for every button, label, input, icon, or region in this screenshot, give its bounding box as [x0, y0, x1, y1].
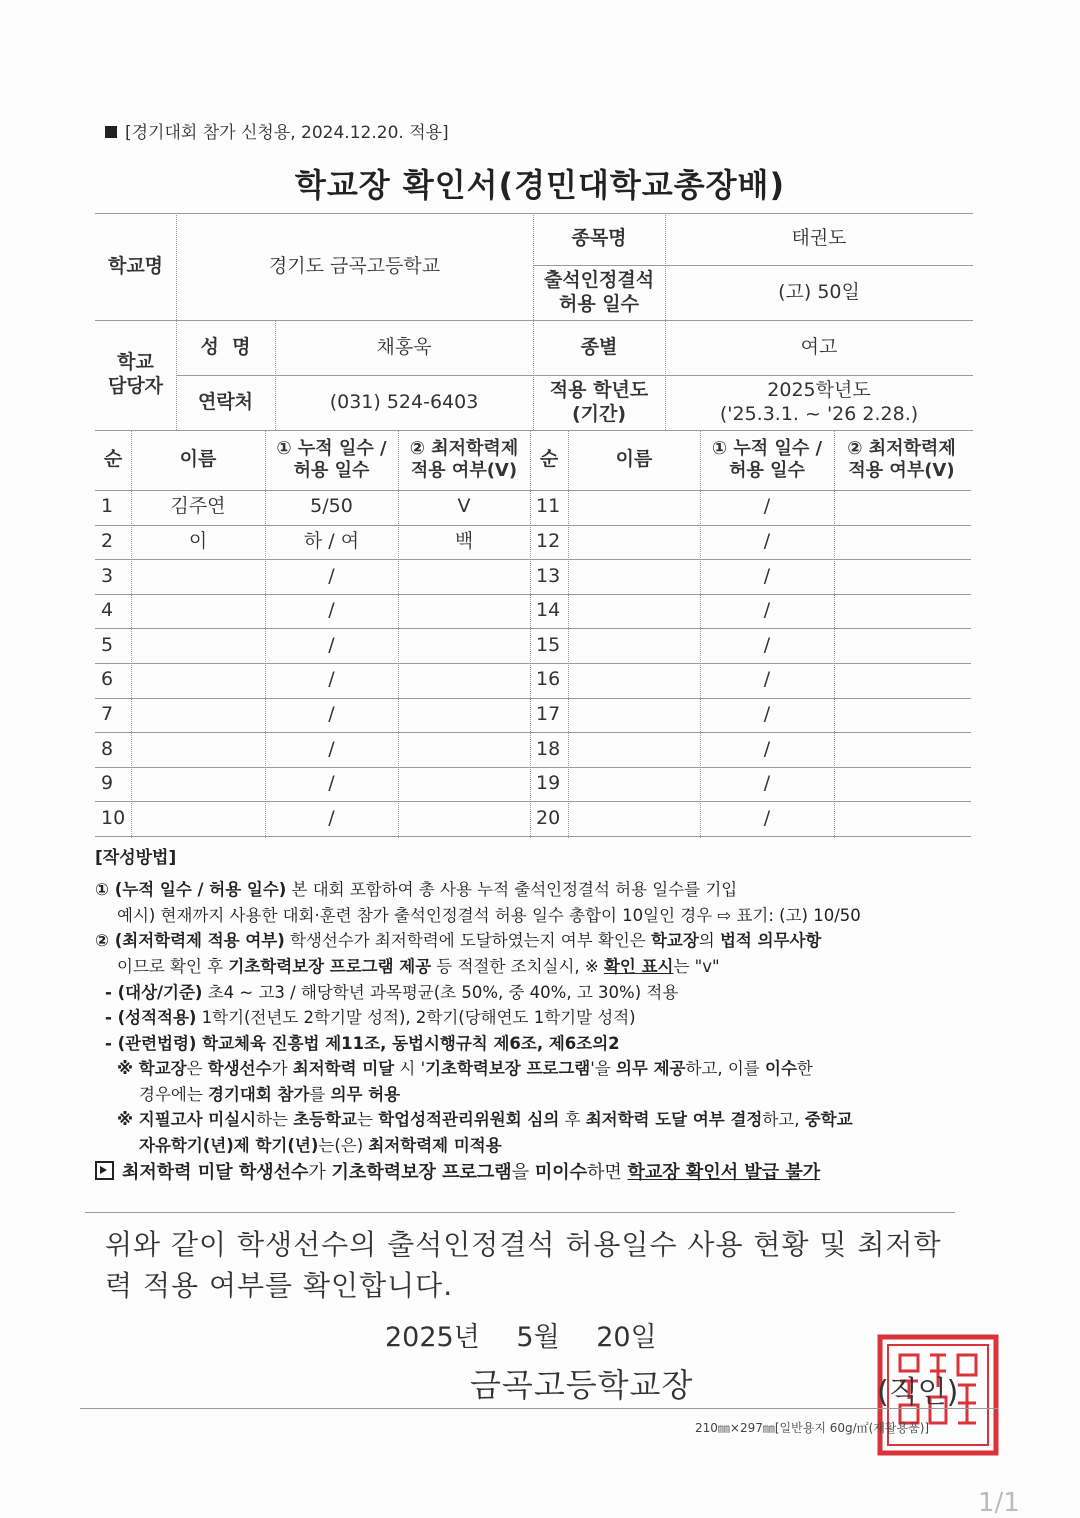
applied-year-period: ('25.3.1. ~ '26 2.28.)	[719, 402, 919, 425]
row-right-no: 18	[536, 737, 561, 760]
row-right-applied	[834, 525, 969, 560]
col-days-right: ① 누적 일수 / 허용 일수	[711, 437, 823, 481]
allowed-days-label: 출석인정결석 허용 일수	[543, 268, 655, 315]
row-right-days: /	[763, 737, 771, 760]
row-left-no: 2	[101, 530, 114, 553]
page-number: 1/1	[978, 1488, 1020, 1518]
col-applied-left: ② 최저학력제 적용 여부(V)	[409, 437, 519, 481]
row-left-days: /	[328, 737, 335, 760]
school-name-label: 학교명	[107, 254, 164, 277]
row-left-no: 1	[101, 495, 114, 518]
row-right-applied	[834, 767, 969, 802]
row-right-name	[568, 594, 700, 629]
row-right-name	[568, 525, 700, 560]
applied-year-value: 2025학년도	[767, 378, 871, 401]
row-left-days: /	[328, 668, 335, 691]
sport-label: 종목명	[571, 227, 627, 250]
row-left-days: 하 / 여	[303, 530, 360, 553]
row-right-applied	[834, 490, 969, 525]
row-left-applied	[398, 559, 530, 594]
row-left-no: 8	[101, 737, 114, 760]
row-right-days: /	[763, 806, 771, 829]
writing-guide	[95, 845, 975, 1186]
row-left-name: 김주연	[170, 495, 226, 518]
row-left-name	[131, 698, 265, 733]
row-left-no: 4	[101, 599, 114, 622]
row-left-applied: 백	[454, 530, 474, 553]
row-right-name	[568, 801, 700, 836]
row-left-name: 이	[188, 530, 208, 553]
col-name-left: 이름	[179, 448, 217, 471]
row-left-days: /	[328, 564, 335, 587]
applied-year-cell	[665, 375, 973, 430]
row-right-name	[568, 767, 700, 802]
contact-value: (031) 524-6403	[329, 390, 479, 413]
row-left-no: 9	[101, 772, 114, 795]
guide-heading: [작성방법]	[95, 848, 177, 868]
row-left-applied	[398, 732, 530, 767]
manager-name-value: 채홍욱	[376, 335, 432, 358]
row-right-days: /	[763, 668, 771, 691]
row-right-name	[568, 663, 700, 698]
allowed-days-value: (고) 50일	[778, 280, 860, 303]
row-right-days: /	[763, 530, 771, 553]
row-left-days: /	[328, 772, 335, 795]
header-note-text: [경기대회 참가 신청용, 2024.12.20. 적용]	[125, 123, 449, 143]
table-rule	[95, 836, 971, 837]
contact-label: 연락처	[197, 390, 254, 413]
seal-label: (직인)	[877, 1375, 959, 1410]
row-left-applied	[398, 767, 530, 802]
row-right-no: 15	[536, 633, 561, 656]
row-left-days: 5/50	[310, 495, 353, 518]
row-left-days: /	[328, 806, 335, 829]
row-left-applied	[398, 594, 530, 629]
guide-note-2: ※ 지필고사 미실시하는 초등학교는 학업성적관리위원회 심의 후 최저학력 도달 여부 결정하고, 중학교	[117, 1110, 853, 1130]
guide-bullet-3: - (관련법령) 학교체육 진흥법 제11조, 동법시행규칙 제6조, 제6조의2	[105, 1033, 620, 1053]
col-no-right: 순	[539, 448, 559, 471]
row-left-no: 6	[101, 668, 114, 691]
row-left-no: 10	[101, 806, 126, 829]
row-right-name	[568, 732, 700, 767]
date-day: 20일	[596, 1322, 657, 1353]
guide-item-1: ① (누적 일수 / 허용 일수) 본 대회 포함하여 총 사용 누적 출석인정결석 허용 일수를 기입	[95, 880, 738, 900]
principal-title: 금곡고등학교장	[470, 1366, 694, 1404]
col-days-left: ① 누적 일수 / 허용 일수	[276, 437, 387, 481]
applied-year-label: 적용 학년도 (기간)	[549, 378, 649, 425]
row-right-no: 14	[536, 599, 561, 622]
row-right-no: 13	[536, 564, 561, 587]
paper-spec: 210㎜×297㎜[일반용지 60g/㎡(재활용품)]	[695, 1421, 930, 1435]
document-title: 학교장 확인서(경민대학교총장배)	[294, 166, 786, 204]
row-right-name	[568, 559, 700, 594]
date-year: 2025년	[385, 1322, 480, 1353]
row-right-applied	[834, 594, 969, 629]
row-right-applied	[834, 559, 969, 594]
row-right-days: /	[763, 703, 771, 726]
issue-date	[385, 1315, 681, 1354]
guide-bullet-2: - (성적적용) 1학기(전년도 2학기말 성적), 2학기(당해연도 1학기말 성적)	[105, 1008, 636, 1028]
guide-bullet-1: - (대상/기준) 초4 ~ 고3 / 해당학년 과목평균(초 50%, 중 40%, 고 30%) 적용	[105, 982, 679, 1002]
row-left-name	[131, 663, 265, 698]
col-applied-right: ② 최저학력제 적용 여부(V)	[847, 437, 956, 481]
row-right-name	[568, 628, 700, 663]
row-left-applied	[398, 663, 530, 698]
row-left-name	[131, 628, 265, 663]
row-right-applied	[834, 801, 969, 836]
guide-note-2-cont: 자유학기(년)제 학기(년)는(은) 최저학력제 미적용	[139, 1135, 502, 1155]
col-name-right: 이름	[615, 448, 653, 471]
date-month: 5월	[516, 1322, 560, 1353]
header-note	[105, 118, 449, 143]
row-left-applied	[398, 801, 530, 836]
row-left-days: /	[328, 633, 335, 656]
row-left-name	[131, 559, 265, 594]
row-left-name	[131, 732, 265, 767]
row-left-applied: V	[457, 495, 471, 518]
arrow-box-icon	[95, 1161, 114, 1180]
row-left-name	[131, 767, 265, 802]
row-right-no: 16	[536, 668, 561, 691]
row-right-applied	[834, 732, 969, 767]
row-right-days: /	[763, 564, 771, 587]
guide-item-2-cont: 이므로 확인 후 기초학력보장 프로그램 제공 등 적절한 조치실시, ※ 확인 표시는 "v"	[117, 957, 720, 977]
square-bullet-icon	[105, 126, 117, 138]
guide-note-1-cont: 경우에는 경기대회 참가를 의무 허용	[139, 1084, 401, 1104]
school-name-value: 경기도 금곡고등학교	[268, 254, 441, 277]
row-right-days: /	[763, 599, 771, 622]
row-right-no: 11	[536, 495, 561, 518]
row-right-no: 12	[536, 530, 561, 553]
gender-value: 여고	[800, 335, 838, 358]
guide-warning: 최저학력 미달 학생선수가 기초학력보장 프로그램을 미이수하면 학교장 확인서 발급 불가	[95, 1159, 975, 1187]
row-left-no: 3	[101, 564, 114, 587]
row-left-name	[131, 594, 265, 629]
row-right-name	[568, 490, 700, 525]
row-right-applied	[834, 663, 969, 698]
school-manager-label: 학교 담당자	[107, 351, 164, 397]
row-left-days: /	[328, 599, 335, 622]
guide-note-1: ※ 학교장은 학생선수가 최저학력 미달 시 '기초학력보장 프로그램'을 의무 제공하고, 이를 이수한	[117, 1059, 813, 1079]
row-left-applied	[398, 628, 530, 663]
row-left-no: 5	[101, 633, 114, 656]
manager-name-label: 성 명	[200, 335, 251, 358]
gender-label: 종별	[580, 335, 618, 358]
row-right-days: /	[763, 772, 771, 795]
confirmation-text: 위와 같이 학생선수의 출석인정결석 허용일수 사용 현황 및 최저학력 적용 여부를 확인합니다.	[105, 1228, 942, 1302]
sport-value: 태권도	[791, 227, 847, 250]
row-right-no: 20	[536, 806, 561, 829]
row-right-days: /	[763, 495, 771, 518]
row-left-applied	[398, 698, 530, 733]
row-right-no: 17	[536, 703, 561, 726]
row-right-name	[568, 698, 700, 733]
row-left-name	[131, 801, 265, 836]
row-left-days: /	[328, 703, 335, 726]
row-right-applied	[834, 628, 969, 663]
row-right-no: 19	[536, 772, 561, 795]
row-right-days: /	[763, 633, 771, 656]
row-left-no: 7	[101, 703, 114, 726]
col-no-left: 순	[103, 448, 123, 471]
row-right-applied	[834, 698, 969, 733]
guide-item-2: ② (최저학력제 적용 여부) 학생선수가 최저학력에 도달하였는지 여부 확인은 학교장의 법적 의무사항	[95, 931, 822, 951]
guide-item-1-example: 예시) 현재까지 사용한 대회·훈련 참가 출석인정결석 허용 일수 총합이 10일인 경우 ⇨ 표기: (고) 10/50	[117, 905, 861, 925]
